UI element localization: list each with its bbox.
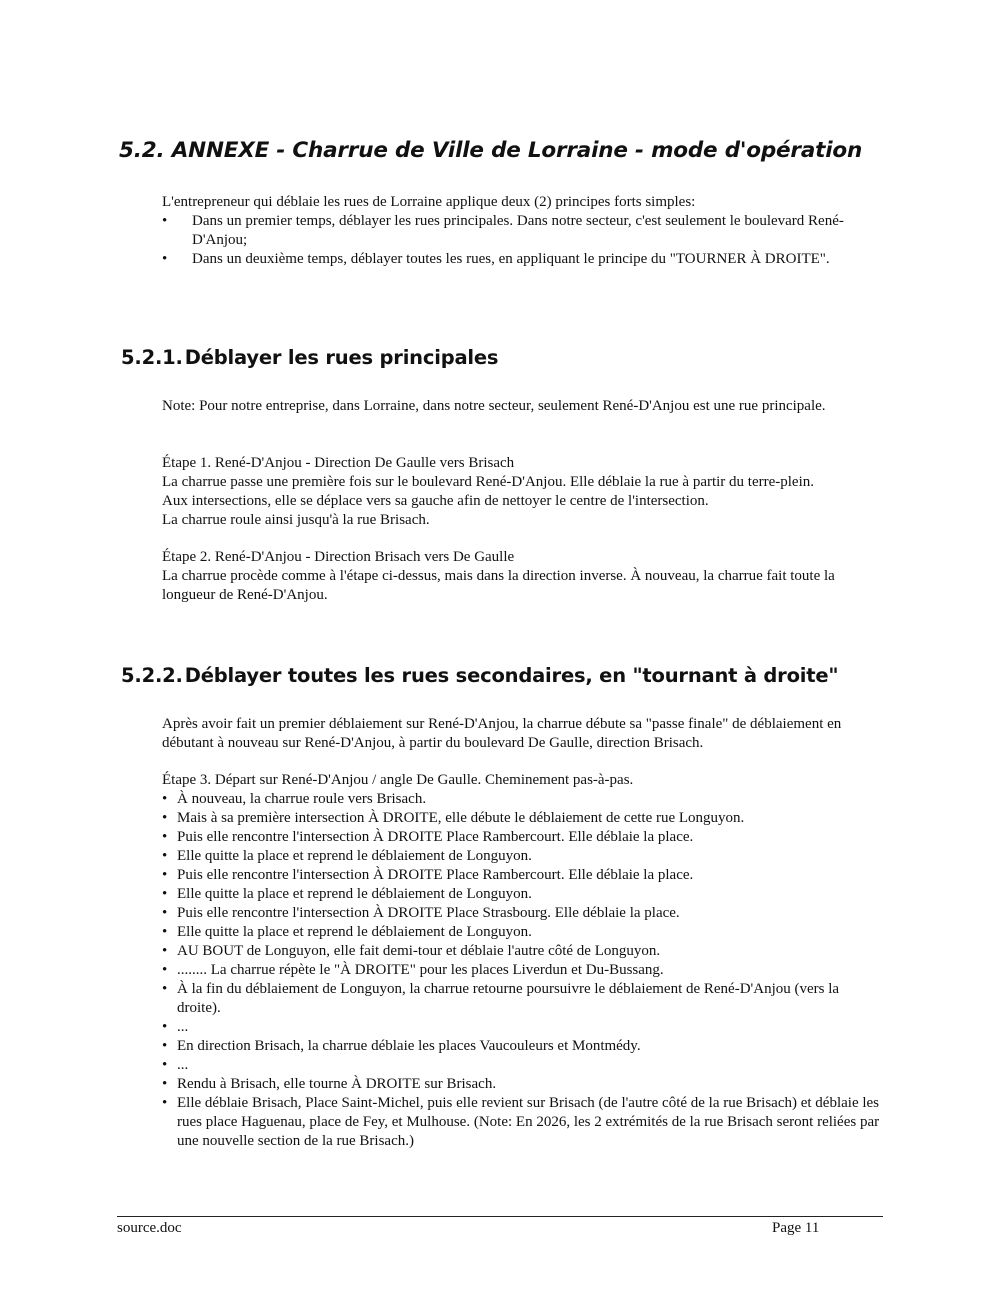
- section-number: 5.2.1.: [121, 346, 183, 369]
- section-521-note: [162, 397, 886, 416]
- step1-line: La charrue passe une première fois sur le boulevard René-D'Anjou. Elle déblaie la rue à partir du terre-plein.: [162, 474, 815, 490]
- list-item: • ........ La charrue répète le "À DROITE" pour les places Liverdun et Du-Bussang.: [162, 961, 886, 980]
- list-item: • Elle quitte la place et reprend le déblaiement de Longuyon.: [162, 885, 886, 904]
- list-item: • Elle quitte la place et reprend le déblaiement de Longuyon.: [162, 847, 886, 866]
- list-item: • Elle déblaie Brisach, Place Saint-Michel, puis elle revient sur Brisach (de l'autre côté de la rue Brisach) et déblaie les rues place Haguenau, place de Fey, et Mulhouse. (Note: En 2026, les 2 extrémités de la rue Brisach seront reliées par une nouvelle section de la rue Brisach.): [162, 1094, 886, 1151]
- list-item: • AU BOUT de Longuyon, elle fait demi-tour et déblaie l'autre côté de Longuyon.: [162, 942, 886, 961]
- step2-title: Étape 2. René-D'Anjou - Direction Brisach vers De Gaulle: [162, 549, 515, 565]
- section-number: 5.2.2.: [121, 664, 183, 687]
- list-item: • À nouveau, la charrue roule vers Brisach.: [162, 790, 886, 809]
- note-paragraph: Note: Pour notre entreprise, dans Lorraine, dans notre secteur, seulement René-D'Anjou est une rue principale.: [162, 398, 826, 414]
- section-heading-5-2: 5.2. ANNEXE - Charrue de Ville de Lorraine - mode d'opération: [119, 138, 863, 163]
- section-heading-5-2-2: [121, 664, 838, 687]
- list-item: • Mais à sa première intersection À DROITE, elle débute le déblaiement de cette rue Longuyon.: [162, 809, 886, 828]
- footer-page-number: Page 11: [772, 1220, 820, 1236]
- list-item: • Puis elle rencontre l'intersection À DROITE Place Rambercourt. Elle déblaie la place.: [162, 866, 886, 885]
- section-title: Déblayer les rues principales: [184, 346, 499, 369]
- section-title: Déblayer toutes les rues secondaires, en "tournant à droite": [184, 664, 839, 687]
- step3-title: Étape 3. Départ sur René-D'Anjou / angle De Gaulle. Cheminement pas-à-pas.: [162, 772, 634, 788]
- list-item: • Puis elle rencontre l'intersection À DROITE Place Rambercourt. Elle déblaie la place.: [162, 828, 886, 847]
- intro-paragraph: Après avoir fait un premier déblaiement sur René-D'Anjou, la charrue débute sa "passe finale" de déblaiement en débutant à nouveau sur René-D'Anjou, à partir du boulevard De Gaulle, direction Brisach.: [162, 716, 842, 751]
- step3-bullet-list: [162, 790, 886, 1151]
- footer-filename: source.doc: [117, 1220, 182, 1236]
- list-item: • ...: [162, 1018, 886, 1037]
- step1-line: Aux intersections, elle se déplace vers sa gauche afin de nettoyer le centre de l'intersection.: [162, 493, 709, 509]
- list-item: • En direction Brisach, la charrue déblaie les places Vaucouleurs et Montmédy.: [162, 1037, 886, 1056]
- intro-bullet-list: [162, 212, 886, 269]
- section-522-intro: [162, 715, 886, 753]
- intro-paragraph: L'entrepreneur qui déblaie les rues de Lorraine applique deux (2) principes forts simples:: [162, 194, 696, 210]
- step2-text: La charrue procède comme à l'étape ci-dessus, mais dans la direction inverse. À nouveau, la charrue fait toute la longueur de René-D'Anjou.: [162, 568, 835, 603]
- list-item: • Dans un deuxième temps, déblayer toutes les rues, en appliquant le principe du "TOURNER À DROITE".: [162, 250, 886, 269]
- list-item: • Dans un premier temps, déblayer les rues principales. Dans notre secteur, c'est seulement le boulevard René-D'Anjou;: [162, 212, 886, 250]
- list-item: • Puis elle rencontre l'intersection À DROITE Place Strasbourg. Elle déblaie la place.: [162, 904, 886, 923]
- list-item: • Rendu à Brisach, elle tourne À DROITE sur Brisach.: [162, 1075, 886, 1094]
- step1-block: [162, 454, 886, 530]
- step1-title: Étape 1. René-D'Anjou - Direction De Gaulle vers Brisach: [162, 455, 515, 471]
- list-item: • ...: [162, 1056, 886, 1075]
- intro-block: [162, 193, 886, 269]
- list-item: • Elle quitte la place et reprend le déblaiement de Longuyon.: [162, 923, 886, 942]
- step3-block: [162, 771, 886, 1151]
- footer-divider: [117, 1216, 883, 1217]
- list-item: • À la fin du déblaiement de Longuyon, la charrue retourne poursuivre le déblaiement de René-D'Anjou (vers la droite).: [162, 980, 886, 1018]
- step2-block: [162, 548, 886, 605]
- section-heading-5-2-1: [121, 346, 498, 369]
- step1-line: La charrue roule ainsi jusqu'à la rue Brisach.: [162, 512, 430, 528]
